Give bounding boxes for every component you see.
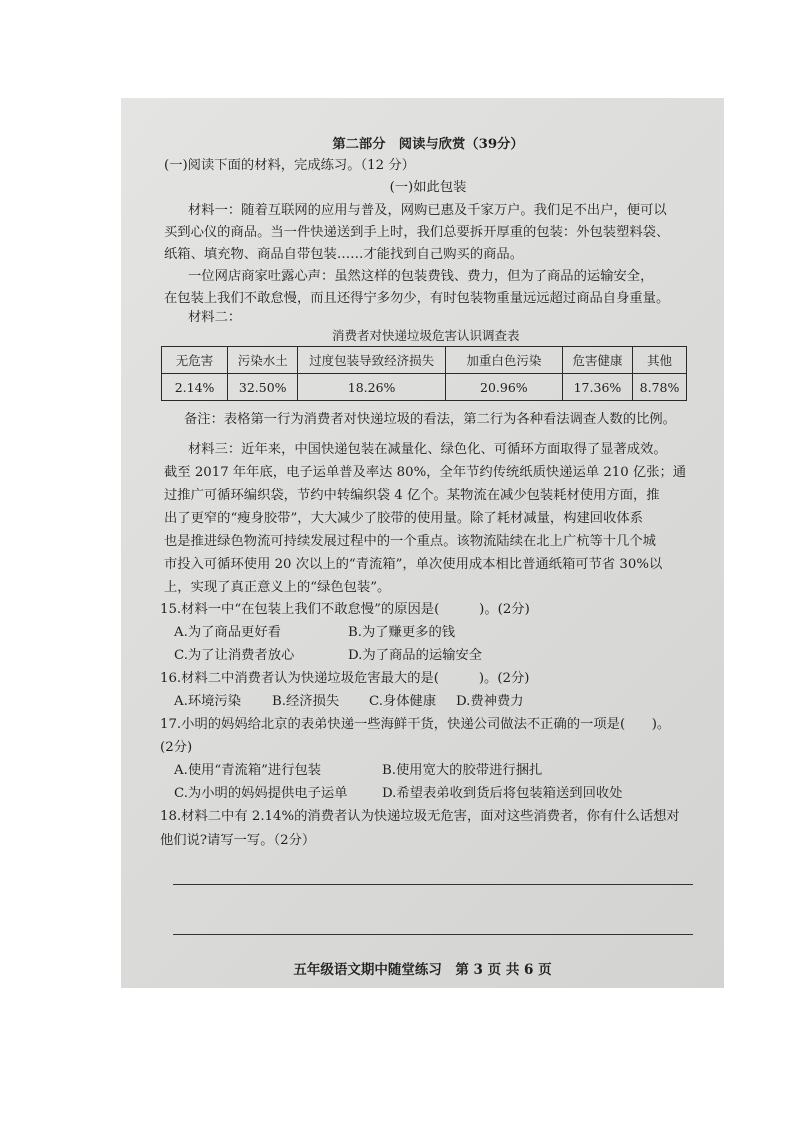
answer-line[interactable] [173, 884, 693, 885]
material1-line: 一位网店商家吐露心声：虽然这样的包装费钱、费力，但为了商品的运输安全， [188, 269, 654, 284]
question-stem: 18.材料二中有 2.14%的消费者认为快递垃圾无危害，面对这些消费者，你有什么话想对 [160, 809, 680, 824]
table-header-cell: 无危害 [162, 347, 228, 374]
answer-line[interactable] [173, 934, 693, 935]
part-intro: (一)阅读下面的材料，完成练习。（12 分） [164, 158, 415, 173]
material1-line: 在包装上我们不敢怠慢，而且还得宁多勿少，有时包装物重量远远超过商品自身重量。 [164, 291, 670, 306]
option-a: A.为了商品更好看 [174, 625, 281, 640]
section-title: 第二部分 阅读与欣赏（39分） [332, 137, 524, 152]
option-d: D.为了商品的运输安全 [348, 648, 483, 663]
option-a: A.环境污染 [174, 694, 242, 709]
option-d: D.费神费力 [456, 694, 524, 709]
material3-line: 材料三：近年来，中国快递包装在减量化、绿色化、可循环方面取得了显著成效。 [188, 442, 667, 457]
table-note: 备注：表格第一行为消费者对快递垃圾的看法，第二行为各种看法调查人数的比例。 [184, 412, 676, 427]
material1-line: 材料一：随着互联网的应用与普及，网购已惠及千家万户。我们足不出户，便可以 [188, 203, 667, 218]
table-value-cell: 32.50% [228, 374, 298, 401]
option-b: B.经济损失 [272, 694, 340, 709]
survey-table [161, 346, 687, 401]
material1-line: 纸箱、填充物、商品自带包装……才能找到自己购买的商品。 [164, 247, 524, 262]
table-value-cell: 8.78% [633, 374, 687, 401]
question-score: (2分) [160, 740, 193, 755]
document-photo [121, 98, 724, 988]
material1-line: 买到心仪的商品。当一件快递送到手上时，我们总要拆开厚重的包装：外包装塑料袋、 [164, 225, 670, 240]
question-stem: 17.小明的妈妈给北京的表弟快递一些海鲜干货，快递公司做法不正确的一项是( )。 [160, 717, 671, 732]
table-header-cell: 其他 [633, 347, 687, 374]
material3-line: 市投入可循环使用 20 次以上的“青流箱”，单次使用成本相比普通纸箱可节省 30%以 [164, 557, 663, 572]
option-b: B.使用宽大的胶带进行捆扎 [382, 763, 543, 778]
table-value-row [162, 374, 687, 401]
question-stem: 16.材料二中消费者认为快递垃圾危害最大的是( )。(2分) [160, 671, 530, 686]
material2-label: 材料二： [188, 310, 242, 325]
material3-line: 出了更窄的“瘦身胶带”，大大减少了胶带的使用量。除了耗材减量，构建回收体系 [164, 511, 643, 526]
table-value-cell: 20.96% [445, 374, 562, 401]
option-c: C.为了让消费者放心 [174, 648, 295, 663]
table-header-cell: 危害健康 [562, 347, 632, 374]
material3-line: 上，实现了真正意义上的“绿色包装”。 [164, 580, 391, 595]
table-value-cell: 17.36% [562, 374, 632, 401]
question-stem-cont: 他们说?请写一写。（2分） [160, 833, 316, 848]
table-value-cell: 18.26% [298, 374, 446, 401]
material3-line: 截至 2017 年年底，电子运单普及率达 80%，全年节约传统纸质快递运单 210 亿张；通 [164, 465, 687, 480]
option-c: C.身体健康 [369, 694, 437, 709]
table-header-cell: 过度包装导致经济损失 [298, 347, 446, 374]
option-a: A.使用“青流箱”进行包装 [174, 763, 322, 778]
table-header-row [162, 347, 687, 374]
question-stem: 15.材料一中“在包装上我们不敢怠慢”的原因是( )。(2分) [160, 602, 530, 617]
table-header-cell: 加重白色污染 [445, 347, 562, 374]
table-caption: 消费者对快递垃圾危害认识调查表 [332, 328, 520, 343]
page-footer: 五年级语文期中随堂练习 第 3 页 共 6 页 [293, 962, 552, 978]
article-title: (一)如此包装 [389, 180, 467, 195]
option-c: C.为小明的妈妈提供电子运单 [174, 786, 348, 801]
option-b: B.为了赚更多的钱 [348, 625, 456, 640]
material3-line: 也是推进绿色物流可持续发展过程中的一个重点。该物流陆续在北上广杭等十几个城 [164, 534, 656, 549]
material3-line: 过推广可循环编织袋，节约中转编织袋 4 亿个。某物流在减少包装耗材使用方面，推 [164, 488, 660, 503]
table-value-cell: 2.14% [162, 374, 228, 401]
option-d: D.希望表弟收到货后将包装箱送到回收处 [382, 786, 623, 801]
table-header-cell: 污染水土 [228, 347, 298, 374]
